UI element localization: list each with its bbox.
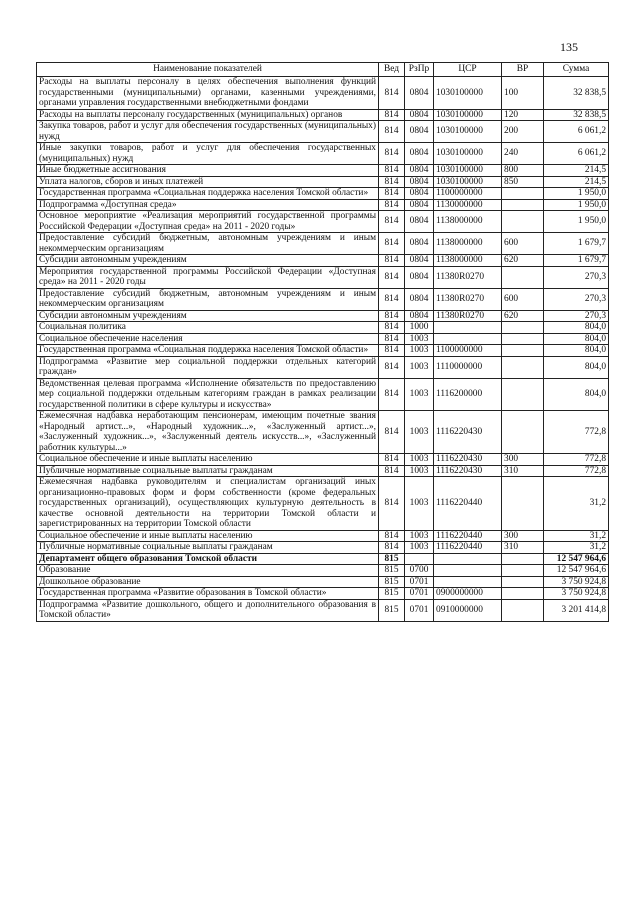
cell-ved: 814 bbox=[379, 465, 405, 477]
cell-csr: 1116220430 bbox=[434, 465, 502, 477]
cell-ved: 815 bbox=[379, 588, 405, 600]
table-row bbox=[37, 588, 609, 600]
cell-rzpr: 0701 bbox=[405, 576, 434, 588]
cell-sum: 1 950,0 bbox=[544, 211, 609, 233]
cell-name: Департамент общего образования Томской области bbox=[37, 553, 379, 565]
header-ved: Вед bbox=[379, 63, 405, 77]
cell-sum: 772,8 bbox=[544, 454, 609, 466]
table-row bbox=[37, 143, 609, 165]
cell-vr: 300 bbox=[502, 454, 544, 466]
cell-rzpr: 0804 bbox=[405, 211, 434, 233]
header-csr: ЦСР bbox=[434, 63, 502, 77]
cell-ved: 814 bbox=[379, 188, 405, 200]
table-row bbox=[37, 233, 609, 255]
header-vr: ВР bbox=[502, 63, 544, 77]
cell-name: Субсидии автономным учреждениям bbox=[37, 255, 379, 267]
cell-name: Предоставление субсидий бюджетным, автономным учреждениям и иным некоммерческим организациям bbox=[37, 288, 379, 310]
cell-rzpr: 0804 bbox=[405, 121, 434, 143]
cell-vr bbox=[502, 199, 544, 211]
cell-sum: 32 838,5 bbox=[544, 77, 609, 110]
cell-vr: 600 bbox=[502, 288, 544, 310]
cell-sum: 31,2 bbox=[544, 530, 609, 542]
cell-ved: 814 bbox=[379, 165, 405, 177]
cell-vr bbox=[502, 599, 544, 621]
cell-csr bbox=[434, 322, 502, 334]
cell-rzpr: 0804 bbox=[405, 165, 434, 177]
cell-csr: 1030100000 bbox=[434, 77, 502, 110]
cell-csr: 1138000000 bbox=[434, 255, 502, 267]
cell-rzpr: 1003 bbox=[405, 356, 434, 378]
cell-vr: 100 bbox=[502, 77, 544, 110]
cell-name: Образование bbox=[37, 565, 379, 577]
cell-sum: 6 061,2 bbox=[544, 143, 609, 165]
cell-ved: 814 bbox=[379, 477, 405, 531]
cell-csr: 11380R0270 bbox=[434, 310, 502, 322]
table-row bbox=[37, 530, 609, 542]
cell-ved: 814 bbox=[379, 266, 405, 288]
table-row bbox=[37, 454, 609, 466]
cell-ved: 814 bbox=[379, 288, 405, 310]
cell-vr bbox=[502, 576, 544, 588]
cell-ved: 814 bbox=[379, 542, 405, 554]
cell-csr: 1116220440 bbox=[434, 477, 502, 531]
cell-rzpr: 1003 bbox=[405, 345, 434, 357]
table-row bbox=[37, 176, 609, 188]
cell-sum: 772,8 bbox=[544, 411, 609, 454]
cell-name: Иные бюджетные ассигнования bbox=[37, 165, 379, 177]
cell-ved: 814 bbox=[379, 255, 405, 267]
cell-sum: 772,8 bbox=[544, 465, 609, 477]
cell-rzpr: 1003 bbox=[405, 542, 434, 554]
table-row bbox=[37, 345, 609, 357]
cell-ved: 814 bbox=[379, 121, 405, 143]
cell-name: Социальное обеспечение и иные выплаты населению bbox=[37, 530, 379, 542]
cell-rzpr: 0804 bbox=[405, 266, 434, 288]
cell-rzpr: 0701 bbox=[405, 599, 434, 621]
cell-ved: 814 bbox=[379, 310, 405, 322]
cell-csr: 11380R0270 bbox=[434, 266, 502, 288]
cell-rzpr: 1003 bbox=[405, 378, 434, 411]
table-row bbox=[37, 565, 609, 577]
cell-vr bbox=[502, 378, 544, 411]
table-row bbox=[37, 199, 609, 211]
table-row bbox=[37, 121, 609, 143]
cell-name: Ежемесячная надбавка неработающим пенсионерам, имеющим почетные звания «Народный артист...», «Народный художник...», «Заслуженный артист...», «Заслуженный художник...», «Заслуженный деятель искусств...», «Заслуженный работник культуры...» bbox=[37, 411, 379, 454]
cell-csr bbox=[434, 576, 502, 588]
cell-ved: 814 bbox=[379, 109, 405, 121]
table-row bbox=[37, 356, 609, 378]
cell-name: Подпрограмма «Развитие дошкольного, общего и дополнительного образования в Томской области» bbox=[37, 599, 379, 621]
cell-name: Расходы на выплаты персоналу государственных (муниципальных) органов bbox=[37, 109, 379, 121]
cell-name: Государственная программа «Социальная поддержка населения Томской области» bbox=[37, 345, 379, 357]
cell-sum: 1 950,0 bbox=[544, 188, 609, 200]
cell-sum: 1 950,0 bbox=[544, 199, 609, 211]
cell-name: Публичные нормативные социальные выплаты гражданам bbox=[37, 465, 379, 477]
cell-sum: 12 547 964,6 bbox=[544, 553, 609, 565]
cell-csr: 1116220430 bbox=[434, 411, 502, 454]
table-row bbox=[37, 288, 609, 310]
cell-sum: 804,0 bbox=[544, 345, 609, 357]
cell-sum: 804,0 bbox=[544, 356, 609, 378]
cell-sum: 804,0 bbox=[544, 333, 609, 345]
cell-name: Основное мероприятие «Реализация мероприятий государственной программы Российской Федерации «Доступная среда» на 2011 - 2020 годы» bbox=[37, 211, 379, 233]
cell-name: Социальная политика bbox=[37, 322, 379, 334]
cell-sum: 270,3 bbox=[544, 288, 609, 310]
cell-vr: 310 bbox=[502, 465, 544, 477]
cell-csr: 1138000000 bbox=[434, 211, 502, 233]
cell-ved: 814 bbox=[379, 333, 405, 345]
table-row bbox=[37, 310, 609, 322]
cell-rzpr: 0804 bbox=[405, 233, 434, 255]
cell-name: Закупка товаров, работ и услуг для обеспечения государственных (муниципальных) нужд bbox=[37, 121, 379, 143]
cell-rzpr: 0804 bbox=[405, 109, 434, 121]
cell-ved: 814 bbox=[379, 233, 405, 255]
cell-csr: 1138000000 bbox=[434, 233, 502, 255]
cell-rzpr: 0804 bbox=[405, 143, 434, 165]
cell-name: Дошкольное образование bbox=[37, 576, 379, 588]
table-row bbox=[37, 322, 609, 334]
cell-ved: 814 bbox=[379, 199, 405, 211]
cell-vr bbox=[502, 477, 544, 531]
cell-name: Иные закупки товаров, работ и услуг для обеспечения государственных (муниципальных) нужд bbox=[37, 143, 379, 165]
page-number: 135 bbox=[560, 40, 578, 54]
header-sum: Сумма bbox=[544, 63, 609, 77]
cell-vr: 600 bbox=[502, 233, 544, 255]
cell-sum: 32 838,5 bbox=[544, 109, 609, 121]
cell-vr: 300 bbox=[502, 530, 544, 542]
cell-csr: 1030100000 bbox=[434, 143, 502, 165]
cell-csr: 0910000000 bbox=[434, 599, 502, 621]
table-row bbox=[37, 465, 609, 477]
cell-rzpr: 1003 bbox=[405, 477, 434, 531]
table-row bbox=[37, 378, 609, 411]
cell-rzpr: 0804 bbox=[405, 255, 434, 267]
cell-ved: 814 bbox=[379, 143, 405, 165]
cell-ved: 814 bbox=[379, 211, 405, 233]
cell-vr: 120 bbox=[502, 109, 544, 121]
cell-ved: 815 bbox=[379, 576, 405, 588]
cell-vr bbox=[502, 211, 544, 233]
cell-rzpr: 1003 bbox=[405, 411, 434, 454]
cell-vr: 800 bbox=[502, 165, 544, 177]
table-header-row bbox=[37, 63, 609, 77]
cell-rzpr: 1000 bbox=[405, 322, 434, 334]
cell-name: Публичные нормативные социальные выплаты гражданам bbox=[37, 542, 379, 554]
cell-ved: 814 bbox=[379, 77, 405, 110]
cell-rzpr: 0804 bbox=[405, 199, 434, 211]
cell-sum: 3 750 924,8 bbox=[544, 588, 609, 600]
cell-ved: 814 bbox=[379, 356, 405, 378]
cell-sum: 1 679,7 bbox=[544, 255, 609, 267]
cell-ved: 815 bbox=[379, 565, 405, 577]
cell-csr: 1030100000 bbox=[434, 176, 502, 188]
cell-rzpr: 0804 bbox=[405, 188, 434, 200]
table-body bbox=[37, 77, 609, 622]
table-row bbox=[37, 333, 609, 345]
cell-rzpr: 0701 bbox=[405, 588, 434, 600]
table-row bbox=[37, 542, 609, 554]
cell-sum: 12 547 964,6 bbox=[544, 565, 609, 577]
cell-sum: 270,3 bbox=[544, 266, 609, 288]
cell-csr: 1030100000 bbox=[434, 109, 502, 121]
cell-csr: 1116220440 bbox=[434, 542, 502, 554]
cell-csr: 1116220440 bbox=[434, 530, 502, 542]
cell-name: Ведомственная целевая программа «Исполнение обязательств по предоставлению мер социальной поддержки отдельным категориям граждан в рамках реализации государственной политики в сфере культуры и искусства» bbox=[37, 378, 379, 411]
cell-sum: 6 061,2 bbox=[544, 121, 609, 143]
cell-vr: 850 bbox=[502, 176, 544, 188]
cell-vr: 240 bbox=[502, 143, 544, 165]
cell-csr: 1130000000 bbox=[434, 199, 502, 211]
cell-csr: 1030100000 bbox=[434, 165, 502, 177]
table-row bbox=[37, 477, 609, 531]
cell-rzpr: 1003 bbox=[405, 530, 434, 542]
table-row bbox=[37, 411, 609, 454]
cell-rzpr: 0804 bbox=[405, 77, 434, 110]
cell-vr bbox=[502, 333, 544, 345]
cell-ved: 815 bbox=[379, 599, 405, 621]
cell-vr bbox=[502, 553, 544, 565]
cell-csr: 11380R0270 bbox=[434, 288, 502, 310]
cell-sum: 804,0 bbox=[544, 322, 609, 334]
cell-csr: 1030100000 bbox=[434, 121, 502, 143]
cell-csr: 1110000000 bbox=[434, 356, 502, 378]
cell-name: Мероприятия государственной программы Российской Федерации «Доступная среда» на 2011 - 2020 годы bbox=[37, 266, 379, 288]
cell-vr bbox=[502, 411, 544, 454]
cell-vr bbox=[502, 322, 544, 334]
cell-sum: 214,5 bbox=[544, 165, 609, 177]
table-row bbox=[37, 255, 609, 267]
header-name: Наименование показателей bbox=[37, 63, 379, 77]
cell-rzpr: 1003 bbox=[405, 465, 434, 477]
table-row bbox=[37, 553, 609, 565]
cell-name: Социальное обеспечение населения bbox=[37, 333, 379, 345]
cell-name: Субсидии автономным учреждениям bbox=[37, 310, 379, 322]
cell-csr bbox=[434, 565, 502, 577]
cell-vr: 200 bbox=[502, 121, 544, 143]
cell-csr: 1116220430 bbox=[434, 454, 502, 466]
cell-ved: 814 bbox=[379, 345, 405, 357]
cell-rzpr: 0700 bbox=[405, 565, 434, 577]
cell-rzpr: 1003 bbox=[405, 454, 434, 466]
cell-csr bbox=[434, 553, 502, 565]
cell-name: Расходы на выплаты персоналу в целях обеспечения выполнения функций государственными (муниципальными) органами, казенными учреждениями, органами управления государственными внебюджетными фондами bbox=[37, 77, 379, 110]
cell-name: Подпрограмма «Доступная среда» bbox=[37, 199, 379, 211]
table-row bbox=[37, 576, 609, 588]
table-row bbox=[37, 165, 609, 177]
cell-sum: 3 201 414,8 bbox=[544, 599, 609, 621]
cell-vr: 310 bbox=[502, 542, 544, 554]
cell-csr: 1100000000 bbox=[434, 188, 502, 200]
cell-csr: 0900000000 bbox=[434, 588, 502, 600]
cell-name: Государственная программа «Социальная поддержка населения Томской области» bbox=[37, 188, 379, 200]
cell-ved: 814 bbox=[379, 378, 405, 411]
table-row bbox=[37, 77, 609, 110]
cell-name: Предоставление субсидий бюджетным, автономным учреждениям и иным некоммерческим организациям bbox=[37, 233, 379, 255]
cell-ved: 814 bbox=[379, 176, 405, 188]
cell-sum: 270,3 bbox=[544, 310, 609, 322]
cell-sum: 31,2 bbox=[544, 477, 609, 531]
cell-sum: 3 750 924,8 bbox=[544, 576, 609, 588]
cell-csr bbox=[434, 333, 502, 345]
cell-name: Социальное обеспечение и иные выплаты населению bbox=[37, 454, 379, 466]
cell-sum: 804,0 bbox=[544, 378, 609, 411]
cell-name: Уплата налогов, сборов и иных платежей bbox=[37, 176, 379, 188]
cell-rzpr: 0804 bbox=[405, 310, 434, 322]
cell-vr bbox=[502, 356, 544, 378]
header-rzpr: РзПр bbox=[405, 63, 434, 77]
cell-sum: 31,2 bbox=[544, 542, 609, 554]
table-row bbox=[37, 266, 609, 288]
table-row bbox=[37, 211, 609, 233]
cell-ved: 814 bbox=[379, 454, 405, 466]
cell-rzpr: 0804 bbox=[405, 176, 434, 188]
cell-rzpr: 0804 bbox=[405, 288, 434, 310]
cell-vr bbox=[502, 266, 544, 288]
cell-csr: 1116200000 bbox=[434, 378, 502, 411]
cell-ved: 815 bbox=[379, 553, 405, 565]
cell-ved: 814 bbox=[379, 411, 405, 454]
cell-ved: 814 bbox=[379, 322, 405, 334]
budget-table bbox=[36, 62, 609, 622]
cell-vr: 620 bbox=[502, 310, 544, 322]
cell-vr bbox=[502, 588, 544, 600]
table-row bbox=[37, 188, 609, 200]
cell-name: Ежемесячная надбавка руководителям и специалистам организаций иных организационно-правовых форм и форм собственности (кроме федеральных государственных организаций), осуществляющих культурную деятельность в качестве основной деятельности на территории Томской области и зарегистрированных на территории Томской области bbox=[37, 477, 379, 531]
cell-vr: 620 bbox=[502, 255, 544, 267]
cell-vr bbox=[502, 345, 544, 357]
cell-sum: 1 679,7 bbox=[544, 233, 609, 255]
cell-name: Государственная программа «Развитие образования в Томской области» bbox=[37, 588, 379, 600]
cell-sum: 214,5 bbox=[544, 176, 609, 188]
table-row bbox=[37, 109, 609, 121]
cell-rzpr: 1003 bbox=[405, 333, 434, 345]
cell-vr bbox=[502, 188, 544, 200]
cell-rzpr bbox=[405, 553, 434, 565]
cell-vr bbox=[502, 565, 544, 577]
cell-name: Подпрограмма «Развитие мер социальной поддержки отдельных категорий граждан» bbox=[37, 356, 379, 378]
cell-ved: 814 bbox=[379, 530, 405, 542]
table-row bbox=[37, 599, 609, 621]
cell-csr: 1100000000 bbox=[434, 345, 502, 357]
